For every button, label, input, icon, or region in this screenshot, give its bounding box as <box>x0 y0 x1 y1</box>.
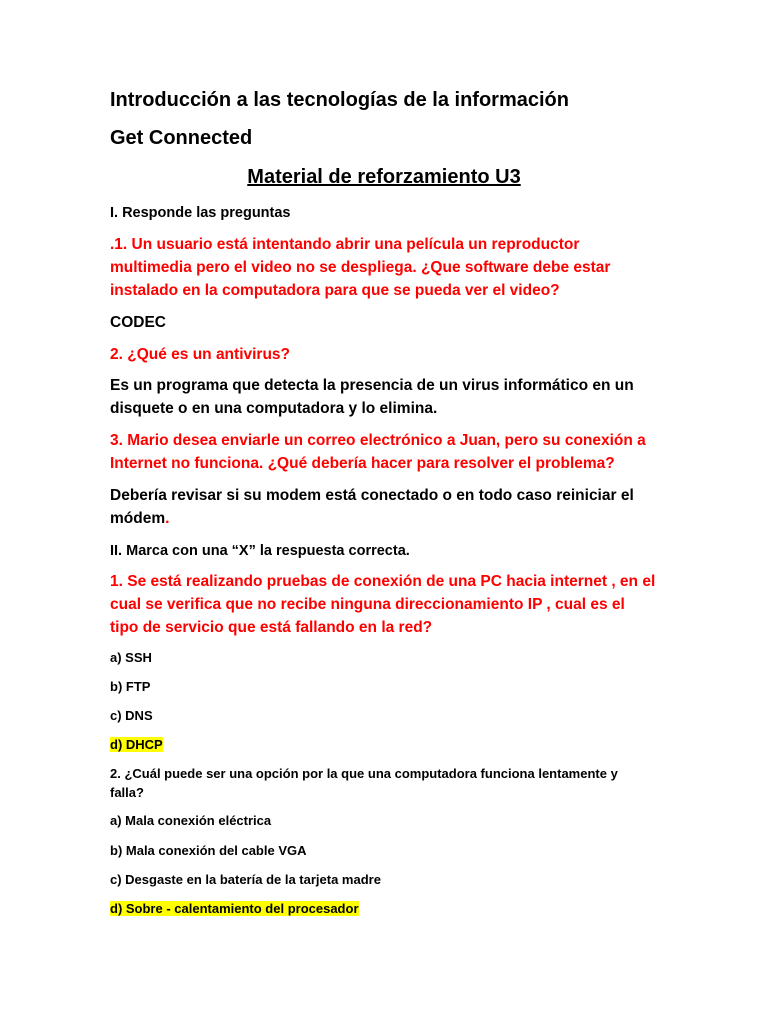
part2-q2-option-b: b) Mala conexión del cable VGA <box>110 843 307 858</box>
part1-q1-line-1: .1. Un usuario está intentando abrir una película un reproductor <box>110 236 580 253</box>
correct-answer-highlight: d) Sobre - calentamiento del procesador <box>110 901 359 916</box>
material-title: Material de reforzamiento U3 <box>247 166 521 188</box>
part1-q3-line-1: 3. Mario desea enviarle un correo electrónico a Juan, pero su conexión a <box>110 432 646 449</box>
part1-q1-line-3: instalado en la computadora para que se pueda ver el video? <box>110 282 560 299</box>
part2-q1-option-a: a) SSH <box>110 650 152 665</box>
part1-q2-answer-line-1: Es un programa que detecta la presencia de un virus informático en un <box>110 377 634 394</box>
part1-q3-answer-text: módem <box>110 510 166 527</box>
part2-q1-option-c: c) DNS <box>110 708 153 723</box>
part1-q2-line-1: 2. ¿Qué es un antivirus? <box>110 346 291 363</box>
part1-q3-answer-end-mark: . <box>165 510 170 527</box>
part2-q1-option-d <box>110 733 163 757</box>
part2-q2-option-d <box>110 897 359 921</box>
course-title: Introducción a las tecnologías de la información <box>110 89 569 111</box>
part2-q2-line-1: 2. ¿Cuál puede ser una opción por la que una computadora funciona lentamente y <box>110 766 618 781</box>
part2-q1-line-1: 1. Se está realizando pruebas de conexión de una PC hacia internet , en el <box>110 573 656 590</box>
part1-heading: I. Responde las preguntas <box>110 205 291 221</box>
part1-q1-answer: CODEC <box>110 314 166 331</box>
part1-q1-line-2: multimedia pero el video no se despliega. ¿Que software debe estar <box>110 259 611 276</box>
part1-q2-answer-line-2: disquete o en una computadora y lo elimina. <box>110 400 438 417</box>
part2-q1-line-3: tipo de servicio que está fallando en la red? <box>110 619 433 636</box>
part1-q3-line-2: Internet no funciona. ¿Qué debería hacer para resolver el problema? <box>110 455 615 472</box>
part2-q2-line-2: falla? <box>110 785 144 800</box>
part2-q1-line-2: cual se verifica que no recibe ninguna direccionamiento IP , cual es el <box>110 596 625 613</box>
part1-q3-answer-line-1: Debería revisar si su modem está conectado o en todo caso reiniciar el <box>110 487 634 504</box>
part2-q2-option-c: c) Desgaste en la batería de la tarjeta madre <box>110 872 381 887</box>
correct-answer-highlight: d) DHCP <box>110 737 163 752</box>
part2-heading: II. Marca con una “X” la respuesta correcta. <box>110 543 410 559</box>
part2-q1-option-b: b) FTP <box>110 679 151 694</box>
part1-q3-answer-line-2 <box>110 507 169 531</box>
part2-q2-option-a: a) Mala conexión eléctrica <box>110 813 272 828</box>
program-title: Get Connected <box>110 127 253 149</box>
